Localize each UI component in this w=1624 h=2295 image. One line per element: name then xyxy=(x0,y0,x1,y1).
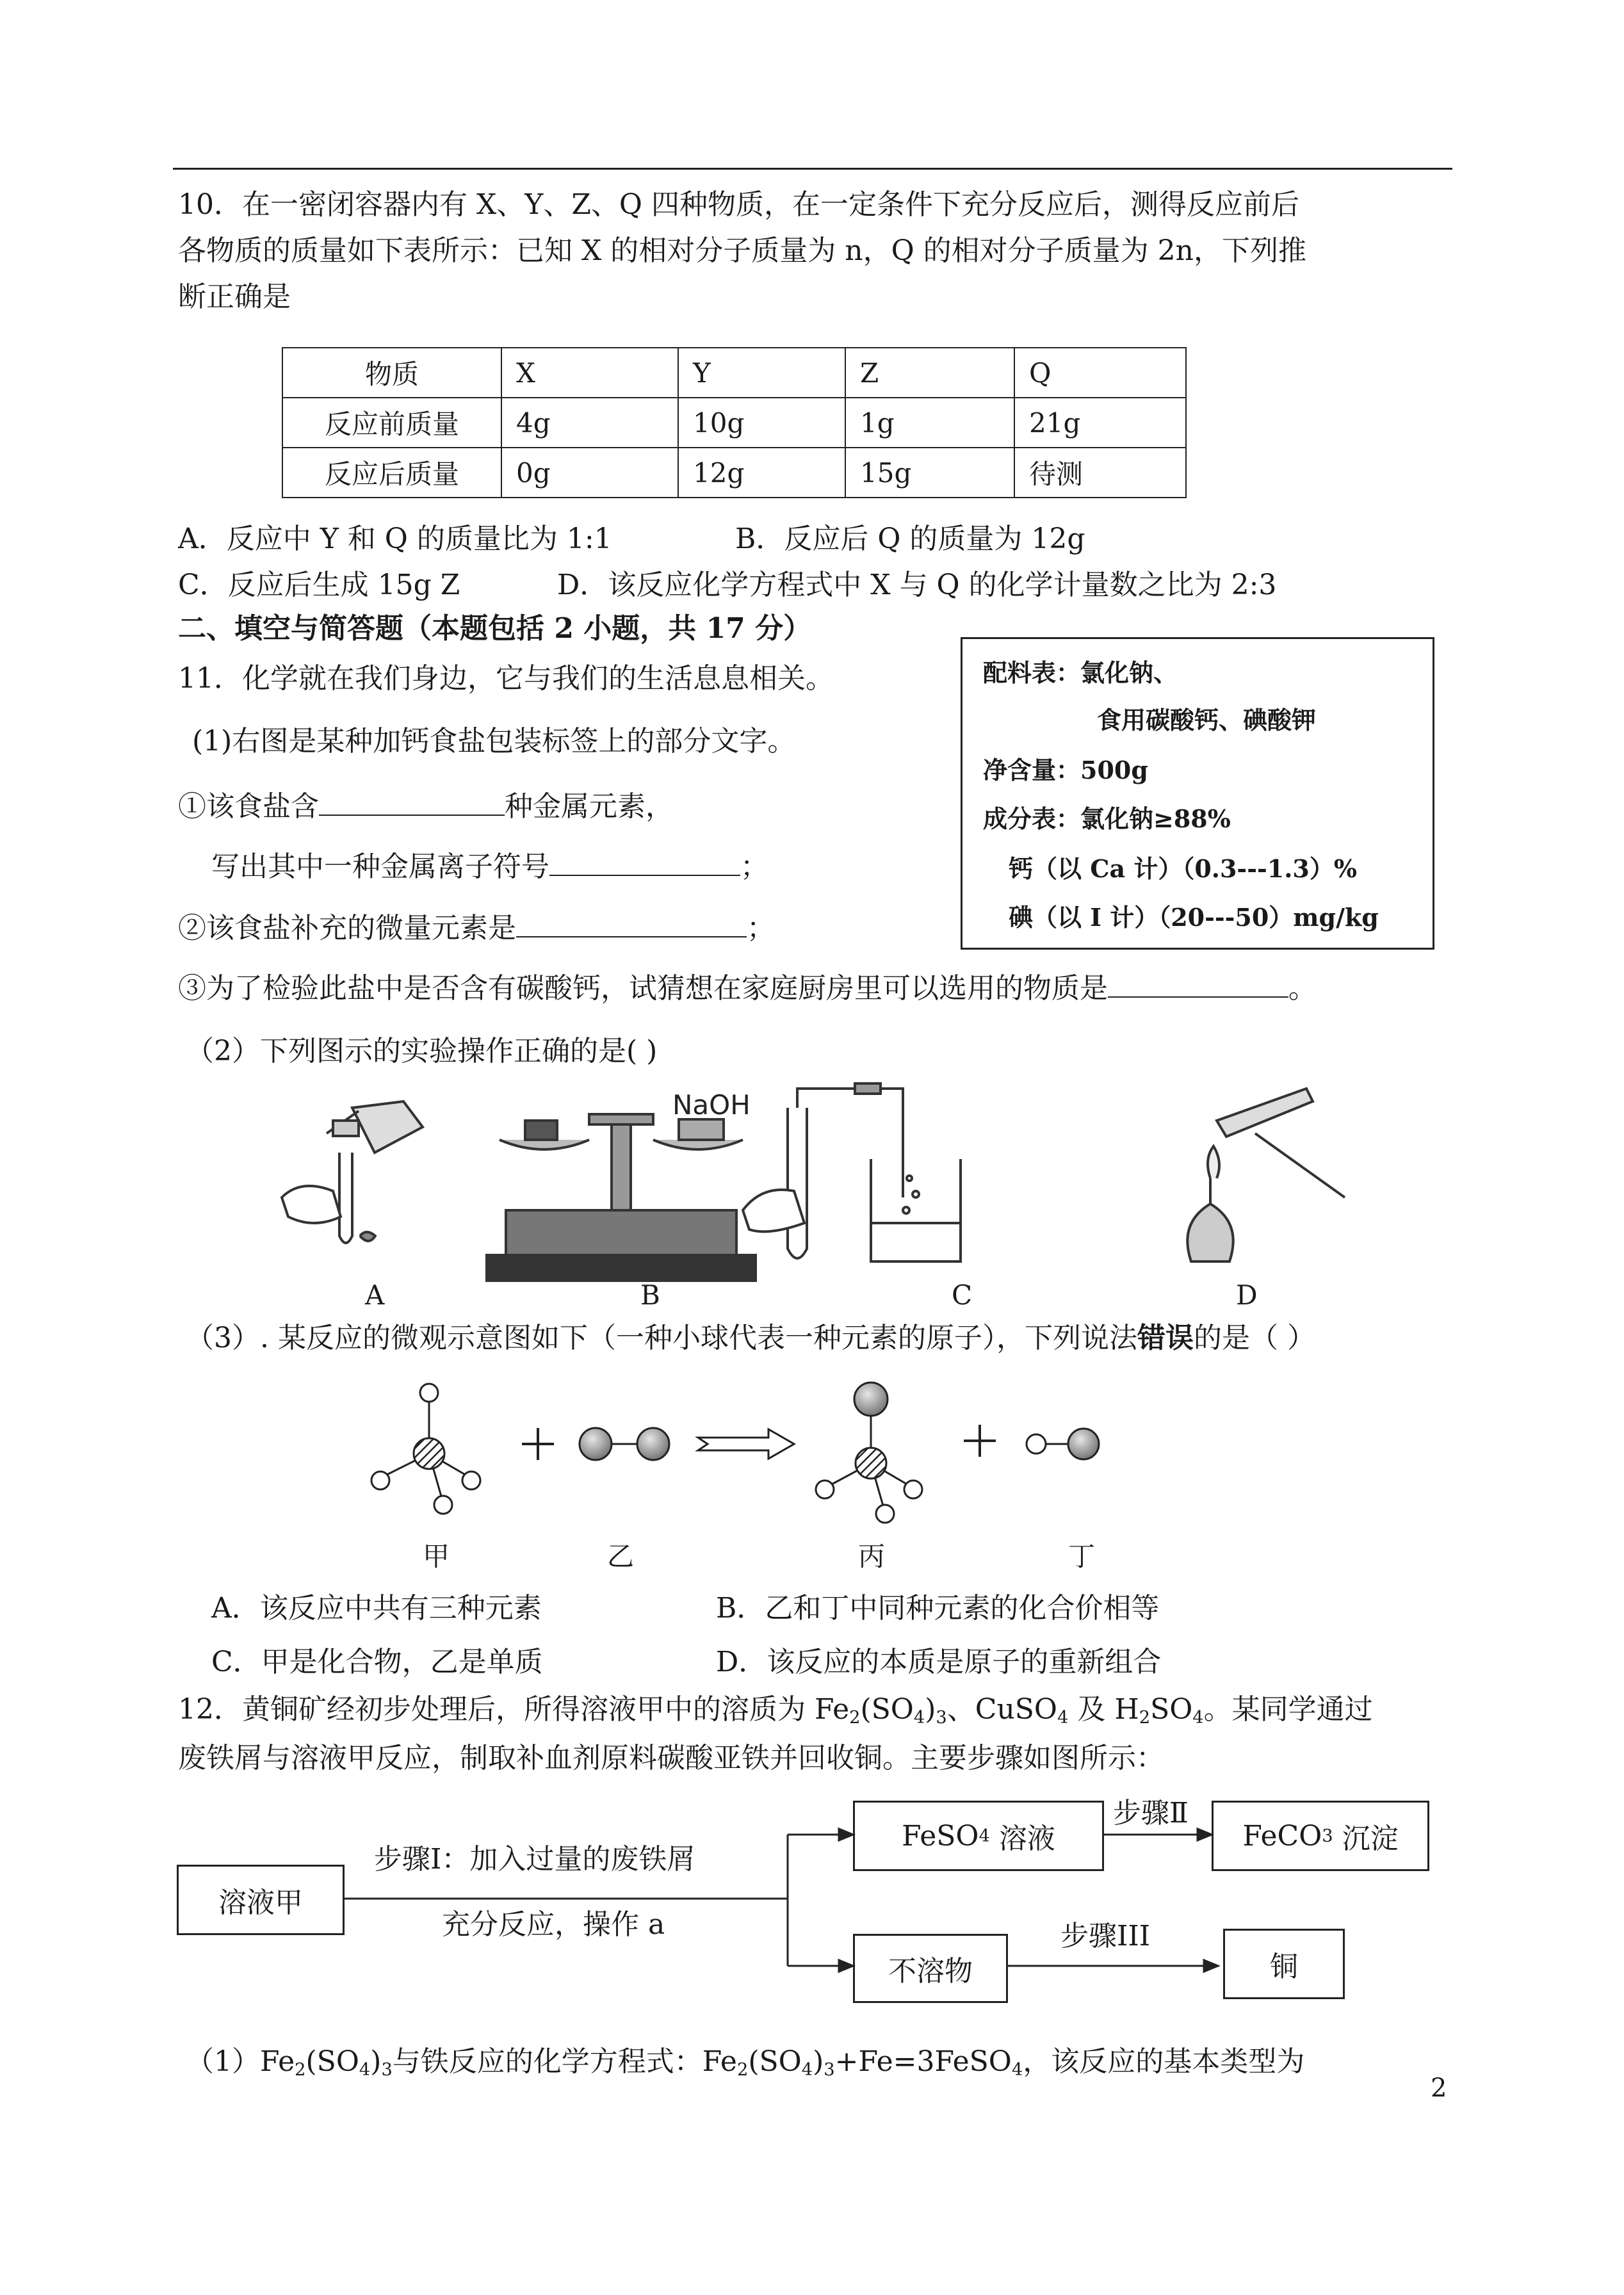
q11-part-3-pre: （3）. 某反应的微观示意图如下（一种小球代表一种元素的原子），下列说法 xyxy=(186,1322,1137,1354)
label-ingredients: 配料表：氯化钠、 xyxy=(983,658,1178,687)
answer-blank[interactable] xyxy=(319,786,505,816)
flow-box-insoluble: 不溶物 xyxy=(853,1934,1008,2003)
table-cell: 物质 xyxy=(282,348,501,398)
plus-sign-1 xyxy=(522,1428,554,1460)
flow-feco3-tail: 沉淀 xyxy=(1342,1822,1399,1855)
q10-line-2: 各物质的质量如下表所示：已知 X 的相对分子质量为 n，Q 的相对分子质量为 2n，下列推 xyxy=(178,234,1306,267)
molecule-jia xyxy=(371,1384,480,1514)
figure-c-airtight-check xyxy=(743,1083,961,1261)
q11-sub-2-end: ； xyxy=(747,912,775,945)
table-cell: 10g xyxy=(678,398,845,448)
mass-table xyxy=(282,347,1187,498)
q11-part-3-post: 的是（ ） xyxy=(1193,1322,1315,1354)
q11-sub-1a xyxy=(178,786,674,826)
molecule-bing xyxy=(816,1383,922,1523)
q12-line-1-pre: 12．黄铜矿经初步处理后，所得溶液甲中的溶质为 Fe xyxy=(178,1693,850,1726)
q10-option-d: D．该反应化学方程式中 X 与 Q 的化学计量数之比为 2:3 xyxy=(557,569,1277,601)
table-cell: 15g xyxy=(845,448,1014,498)
molecule-ding xyxy=(1027,1429,1099,1459)
flow-box-copper: 铜 xyxy=(1223,1929,1345,1999)
q12-part-1-eq: +Fe=3FeSO xyxy=(834,2045,1012,2078)
q11-sub-1b-text: 写出其中一种金属离子符号 xyxy=(211,850,549,883)
table-row xyxy=(282,348,1186,398)
label-ingredients-cont: 食用碳酸钙、碘酸钾 xyxy=(1097,706,1317,734)
figure-caption-a: A xyxy=(365,1279,385,1311)
q12-line-2: 废铁屑与溶液甲反应，制取补血剂原料碳酸亚铁并回收铜。主要步骤如图所示： xyxy=(178,1742,1164,1774)
table-cell: 1g xyxy=(845,398,1014,448)
q12-part-1-pre: （1）Fe xyxy=(186,2045,295,2078)
q11-part-3 xyxy=(186,1319,1315,1358)
table-row xyxy=(282,448,1186,498)
table-cell: 待测 xyxy=(1014,448,1186,498)
table-cell: 4g xyxy=(501,398,678,448)
lab-operations-figure xyxy=(256,1082,1409,1293)
flow-step-3: 步骤III xyxy=(1060,1920,1151,1952)
figure-caption-b: B xyxy=(640,1279,660,1311)
q10-line-3: 断正确是 xyxy=(178,280,291,313)
plus-sign-2 xyxy=(964,1425,996,1457)
molecule-label-bing: 丙 xyxy=(858,1541,886,1572)
flow-feso4-formula: FeSO xyxy=(902,1819,979,1853)
q11-sub-1a-post: 种金属元素， xyxy=(505,790,674,823)
label-composition: 成分表：氯化钠≥88% xyxy=(983,804,1231,833)
answer-blank[interactable] xyxy=(549,847,740,876)
q12-part-1-mid: 与铁反应的化学方程式：Fe xyxy=(392,2045,737,2078)
molecule-label-yi: 乙 xyxy=(607,1541,635,1572)
flow-box-feso4: FeSO 4 溶液 xyxy=(853,1801,1104,1871)
salt-label-box xyxy=(961,637,1434,950)
q11-sub-3-end: 。 xyxy=(1288,972,1317,1005)
label-iodine: 碘（以 I 计）（20---50）mg/kg xyxy=(1009,903,1379,932)
q11-intro: 11．化学就在我们身边，它与我们的生活息息相关。 xyxy=(178,662,834,695)
molecule-label-jia: 甲 xyxy=(423,1541,450,1572)
q12-part-1: $(1)Fe_2(SO_4)_3$与铁反应的化学方程式：$Fe_2(SO_4)_3+Fe=3FeSO_4$，该反应的基本类型为 xyxy=(186,2045,1305,2080)
label-net-content: 净含量：500g xyxy=(983,756,1148,784)
section-heading: 二、填空与简答题（本题包括 2 小题，共 17 分） xyxy=(178,612,812,645)
flow-step-2: 步骤Ⅱ xyxy=(1113,1797,1189,1829)
flow-feso4-tail: 溶液 xyxy=(998,1822,1055,1855)
q11-sub-1a-pre: ①该食盐含 xyxy=(178,790,319,823)
answer-blank[interactable] xyxy=(516,908,747,937)
table-cell: 反应后质量 xyxy=(282,448,501,498)
q11-part-2: （2）下列图示的实验操作正确的是( ) xyxy=(186,1035,658,1067)
flow-box-start: 溶液甲 xyxy=(177,1865,345,1935)
table-cell: X xyxy=(501,348,678,398)
q11-m-option-a: A．该反应中共有三种元素 xyxy=(211,1592,542,1625)
label-calcium: 钙（以 Ca 计）（0.3---1.3）% xyxy=(1009,854,1357,883)
table-cell: Y xyxy=(678,348,845,398)
q11-sub-3-text: ③为了检验此盐中是否含有碳酸钙，试猜想在家庭厨房里可以选用的物质是 xyxy=(178,972,1108,1005)
molecule-label-ding: 丁 xyxy=(1068,1541,1096,1572)
flow-box-feco3: FeCO 3 沉淀 xyxy=(1212,1801,1429,1871)
q12-part-1-post: ，该反应的基本类型为 xyxy=(1023,2045,1305,2078)
reaction-arrow xyxy=(698,1429,794,1459)
q12-line-1: 12．黄铜矿经初步处理后，所得溶液甲中的溶质为 $Fe_2(SO_4)_3$、CuSO$_4$ 及 $H_2SO_4$。某同学通过 xyxy=(178,1693,1373,1728)
flow-feco3-formula: FeCO xyxy=(1242,1819,1322,1853)
table-cell: 反应前质量 xyxy=(282,398,501,448)
q11-sub-1b-end: ； xyxy=(740,850,768,883)
q11-m-option-c: C．甲是化合物，乙是单质 xyxy=(211,1646,543,1678)
figure-caption-c: C xyxy=(952,1279,973,1311)
page-number: 2 xyxy=(1431,2073,1447,2103)
figure-d-heating xyxy=(1187,1089,1345,1261)
q11-part-3-bold: 错误 xyxy=(1137,1322,1194,1354)
table-cell: 12g xyxy=(678,448,845,498)
q11-m-option-b: B．乙和丁中同种元素的化合价相等 xyxy=(716,1592,1160,1625)
q11-part-1: (1)右图是某种加钙食盐包装标签上的部分文字。 xyxy=(192,725,796,758)
figure-a-pouring xyxy=(282,1101,423,1243)
table-cell: 0g xyxy=(501,448,678,498)
figure-caption-d: D xyxy=(1236,1279,1258,1311)
q10-line-1: 10．在一密闭容器内有 X、Y、Z、Q 四种物质，在一定条件下充分反应后，测得反应前后 xyxy=(178,188,1299,221)
q11-m-option-d: D．该反应的本质是原子的重新组合 xyxy=(716,1646,1162,1678)
molecule-reaction-diagram xyxy=(359,1377,1191,1543)
q10-option-c: C．反应后生成 15g Z xyxy=(178,569,460,601)
answer-blank[interactable] xyxy=(1108,968,1288,998)
molecule-yi xyxy=(580,1428,669,1460)
q10-option-b: B．反应后 Q 的质量为 12g xyxy=(735,523,1085,555)
naoh-label: NaOH xyxy=(672,1089,751,1121)
flow-step-1-a: 步骤Ⅰ：加入过量的废铁屑 xyxy=(374,1843,695,1876)
header-rule xyxy=(173,168,1452,170)
q10-option-a: A．反应中 Y 和 Q 的质量比为 1:1 xyxy=(178,523,612,555)
q11-sub-2 xyxy=(178,908,775,948)
q11-sub-1b xyxy=(211,847,768,886)
table-cell: Z xyxy=(845,348,1014,398)
table-cell: Q xyxy=(1014,348,1186,398)
figure-b-balance xyxy=(487,1114,756,1281)
flow-step-1-b: 充分反应，操作 a xyxy=(442,1908,665,1941)
q11-sub-2-text: ②该食盐补充的微量元素是 xyxy=(178,912,516,945)
q11-sub-3 xyxy=(178,968,1317,1008)
table-row xyxy=(282,398,1186,448)
table-cell: 21g xyxy=(1014,398,1186,448)
